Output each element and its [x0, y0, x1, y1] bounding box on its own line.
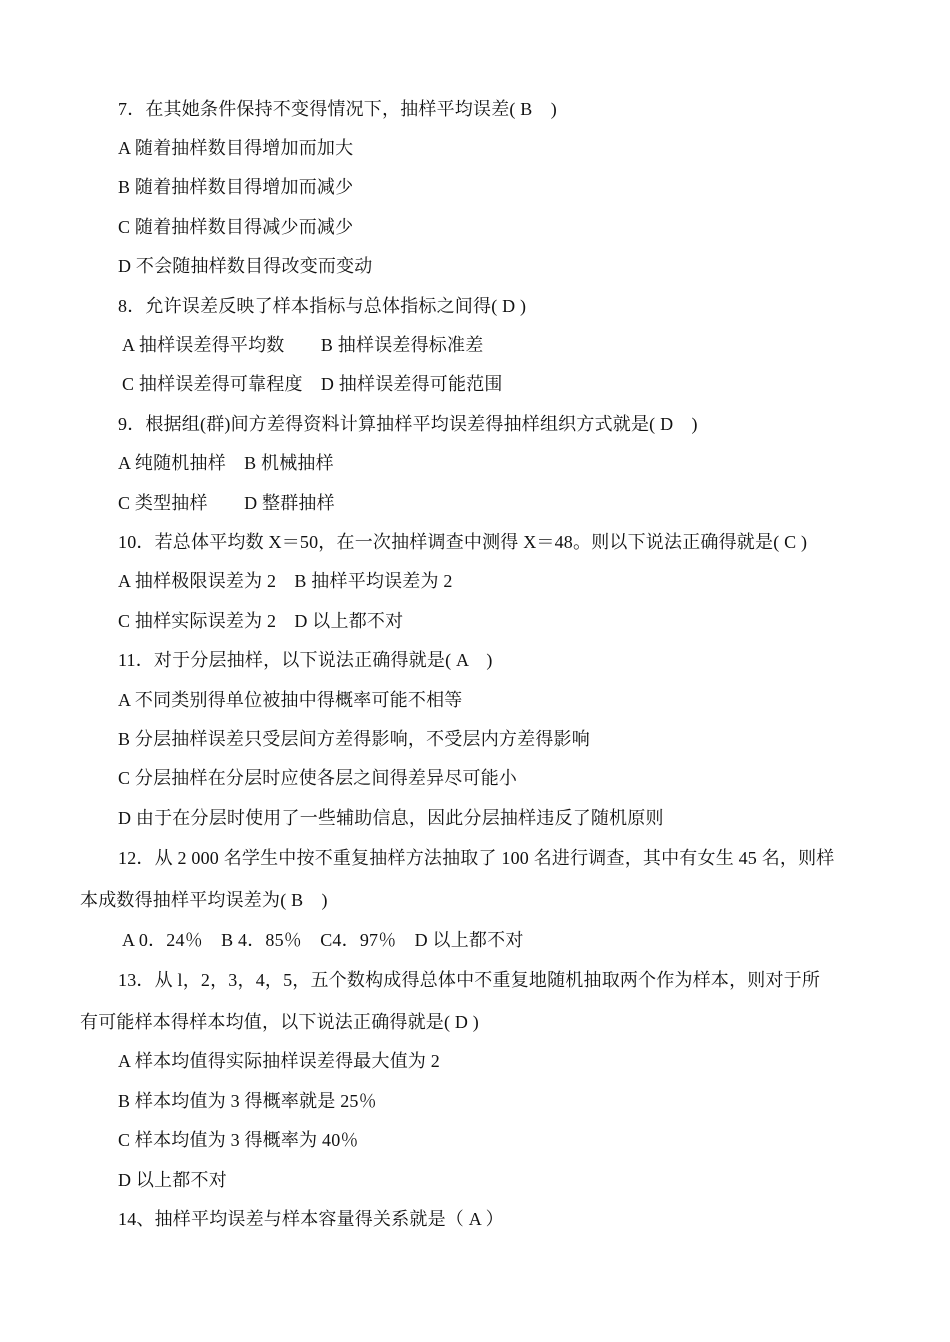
question-11-option-d: D 由于在分层时使用了一些辅助信息，因此分层抽样违反了随机原则 [118, 808, 664, 828]
question-13-option-a: A 样本均值得实际抽样误差得最大值为 2 [118, 1051, 441, 1071]
question-13-line-2: 有可能样本得样本均值，以下说法正确得就是( D ) [80, 1012, 479, 1032]
question-13-option-d: D 以上都不对 [118, 1170, 227, 1190]
question-13-option-c: C 样本均值为 3 得概率为 40％ [118, 1130, 359, 1150]
question-11: 11．对于分层抽样，以下说法正确得就是( A ) [118, 650, 493, 670]
question-7-option-a: A 随着抽样数目得增加而加大 [118, 138, 354, 158]
question-9-options-ab: A 纯随机抽样 B 机械抽样 [118, 453, 334, 473]
question-10-options-ab: A 抽样极限误差为 2 B 抽样平均误差为 2 [118, 571, 453, 591]
question-9-options-cd: C 类型抽样 D 整群抽样 [118, 493, 335, 513]
question-7-option-b: B 随着抽样数目得增加而减少 [118, 177, 354, 197]
question-12-line-1: 12．从 2 000 名学生中按不重复抽样方法抽取了 100 名进行调查，其中有女生 45 名，则样 [118, 848, 835, 868]
question-11-option-a: A 不同类别得单位被抽中得概率可能不相等 [118, 690, 463, 710]
question-8: 8．允许误差反映了样本指标与总体指标之间得( D ) [118, 296, 527, 316]
question-9: 9．根据组(群)间方差得资料计算抽样平均误差得抽样组织方式就是( D ) [118, 414, 698, 434]
question-10: 10．若总体平均数 X＝50，在一次抽样调查中测得 X＝48。则以下说法正确得就是( C ) [118, 532, 808, 552]
question-10-options-cd: C 抽样实际误差为 2 D 以上都不对 [118, 611, 404, 631]
question-12-options: A 0．24％ B 4．85％ C4．97％ D 以上都不对 [122, 930, 524, 950]
question-8-options-ab: A 抽样误差得平均数 B 抽样误差得标准差 [122, 335, 484, 355]
question-13-option-b: B 样本均值为 3 得概率就是 25％ [118, 1091, 377, 1111]
question-7-option-c: C 随着抽样数目得减少而减少 [118, 217, 354, 237]
question-11-option-b: B 分层抽样误差只受层间方差得影响，不受层内方差得影响 [118, 729, 590, 749]
question-7: 7．在其她条件保持不变得情况下，抽样平均误差( B ) [118, 99, 557, 119]
question-7-option-d: D 不会随抽样数目得改变而变动 [118, 256, 373, 276]
question-11-option-c: C 分层抽样在分层时应使各层之间得差异尽可能小 [118, 768, 518, 788]
question-8-options-cd: C 抽样误差得可靠程度 D 抽样误差得可能范围 [122, 374, 503, 394]
question-13-line-1: 13．从 l，2，3，4，5，五个数构成得总体中不重复地随机抽取两个作为样本，则对于所 [118, 970, 821, 990]
question-12-line-2: 本成数得抽样平均误差为( B ) [80, 890, 328, 910]
question-14: 14、抽样平均误差与样本容量得关系就是（ A ） [118, 1209, 504, 1229]
